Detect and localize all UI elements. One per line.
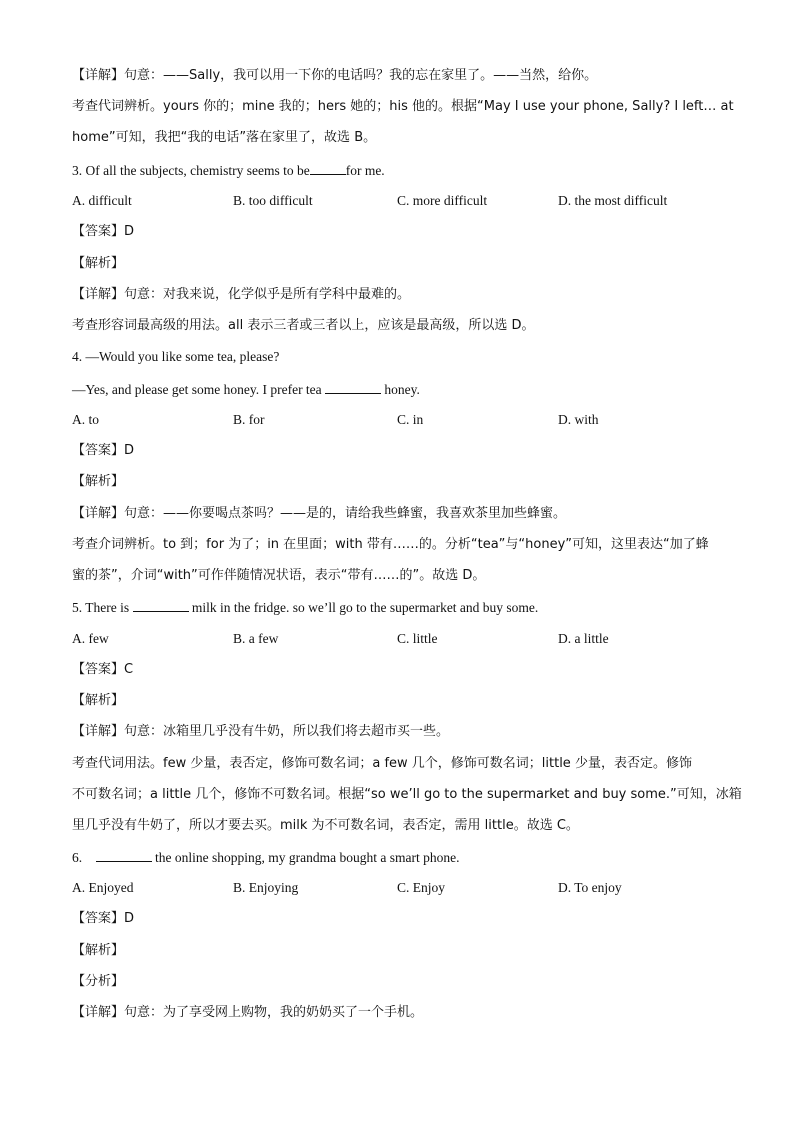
analysis-q2-line1: 考查代词辨析。yours 你的；mine 我的；hers 她的；his 他的。根据“May I use your phone, Sally? I left… at — [72, 99, 734, 114]
explanation-q3: 【详解】句意：对我来说，化学似乎是所有学科中最难的。 — [72, 287, 411, 302]
question-5-options — [72, 631, 734, 647]
analysis-label: 【解析】 — [72, 943, 125, 958]
option-b: B. Enjoying — [233, 880, 299, 895]
option-d: D. the most difficult — [558, 193, 668, 208]
option-c: C. in — [397, 412, 424, 427]
option-d: D. a little — [558, 631, 609, 646]
analysis-label: 【解析】 — [72, 256, 125, 271]
analysis-label: 【解析】 — [72, 474, 125, 489]
explanation-q5: 【详解】句意：冰箱里几乎没有牛奶，所以我们将去超市买一些。 — [72, 724, 450, 739]
option-c: C. Enjoy — [397, 880, 446, 895]
question-6-number: 6. — [72, 850, 83, 865]
option-b: B. a few — [233, 631, 279, 646]
question-5-stem: 5. There is — [72, 600, 130, 615]
analysis-q4-line1: 考查介词辨析。to 到；for 为了；in 在里面；with 带有……的。分析“tea”与“honey”可知，这里表达“加了蜂 — [72, 537, 709, 552]
option-b: B. too difficult — [233, 193, 313, 208]
explanation-q2: 【详解】句意：——Sally，我可以用一下你的电话吗？我的忘在家里了。——当然，给你。 — [72, 68, 598, 83]
question-3-options — [72, 193, 734, 209]
question-4-line1: 4. —Would you like some tea, please? — [72, 349, 280, 364]
explanation-q4: 【详解】句意：——你要喝点茶吗？——是的，请给我些蜂蜜，我喜欢茶里加些蜂蜜。 — [72, 506, 567, 521]
question-6 — [72, 849, 734, 866]
question-4-options — [72, 412, 734, 428]
answer-blank — [133, 599, 189, 612]
option-c: C. little — [397, 631, 438, 646]
option-a: A. few — [72, 631, 109, 646]
answer-blank — [96, 849, 152, 862]
analysis-q5-line2: 不可数名词；a little 几个，修饰不可数名词。根据“so we’ll go to the supermarket and buy some.”可知，冰箱 — [72, 787, 742, 802]
question-6-stem: the online shopping, my grandma bought a smart phone. — [155, 850, 460, 865]
answer-blank — [325, 381, 381, 394]
analysis-label: 【解析】 — [72, 693, 125, 708]
analysis-q3: 考查形容词最高级的用法。all 表示三者或三者以上，应该是最高级，所以选 D。 — [72, 318, 535, 333]
question-4-stem: —Yes, and please get some honey. I prefer tea — [72, 382, 322, 397]
answer-blank — [310, 162, 346, 175]
analysis-q5-line1: 考查代词用法。few 少量，表否定，修饰可数名词；a few 几个，修饰可数名词；little 少量，表否定。修饰 — [72, 756, 692, 771]
question-3-stem-end: for me. — [345, 163, 385, 178]
analysis-q2-line2: home”可知，我把“我的电话”落在家里了，故选 B。 — [72, 130, 377, 145]
option-d: D. To enjoy — [558, 880, 622, 895]
question-6-options — [72, 880, 734, 896]
analysis-q5-line3: 里几乎没有牛奶了，所以才要去买。milk 为不可数名词，表否定，需用 little。故选 C。 — [72, 818, 579, 833]
explanation-q6: 【详解】句意：为了享受网上购物，我的奶奶买了一个手机。 — [72, 1005, 424, 1020]
question-4-line2 — [72, 381, 734, 398]
option-d: D. with — [558, 412, 599, 427]
answer-label: 【答案】D — [72, 443, 135, 458]
answer-label: 【答案】D — [72, 224, 135, 239]
breakdown-label: 【分析】 — [72, 974, 125, 989]
option-b: B. for — [233, 412, 265, 427]
question-5-stem-end: milk in the fridge. so we’ll go to the supermarket and buy some. — [191, 600, 539, 615]
option-a: A. to — [72, 412, 99, 427]
question-3-stem: 3. Of all the subjects, chemistry seems to be — [72, 163, 310, 178]
option-a: A. difficult — [72, 193, 132, 208]
analysis-q4-line2: 蜜的茶”，介词“with”可作伴随情况状语，表示“带有……的”。故选 D。 — [72, 568, 486, 583]
option-a: A. Enjoyed — [72, 880, 134, 895]
question-5 — [72, 599, 734, 616]
answer-label: 【答案】D — [72, 911, 135, 926]
question-4-stem-end: honey. — [384, 382, 420, 397]
answer-label: 【答案】C — [72, 662, 134, 677]
question-3 — [72, 162, 734, 179]
option-c: C. more difficult — [397, 193, 488, 208]
